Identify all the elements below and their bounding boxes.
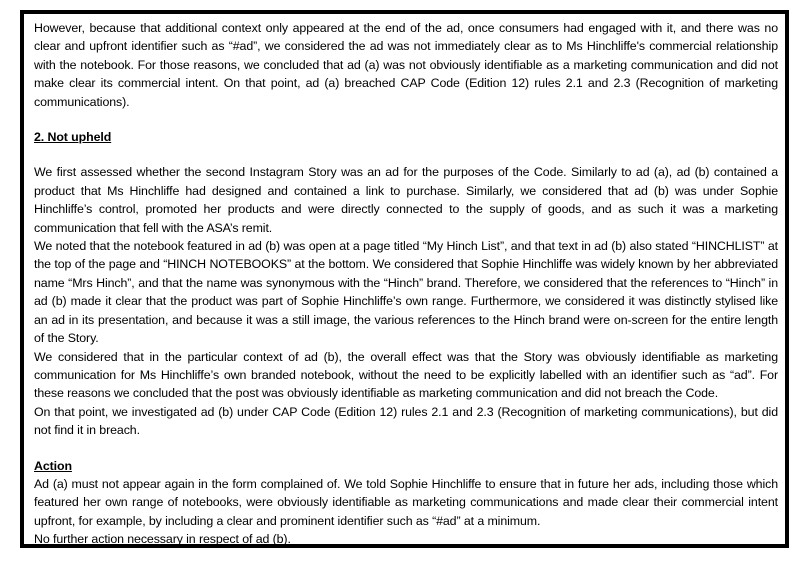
section-heading-not-upheld: 2. Not upheld	[34, 130, 112, 145]
action-paragraph: No further action necessary in respect of ad (b).	[34, 532, 291, 547]
intro-paragraph: However, because that additional context only appeared at the end of the ad, once consumers had engaged with it, and there was no clear and upfront identifier such as “#ad”, we considered the ad was not immediately clear as to Ms Hinchliffe's commercial relationship with the notebook. For those reasons, we concluded that ad (a) was not obviously identifiable as a marketing communication and did not make clear its commercial intent. On that point, ad (a) breached CAP Code (Edition 12) rules 2.1 and 2.3 (Recognition of marketing communications).	[34, 21, 778, 109]
spacer	[34, 440, 778, 457]
document-frame	[20, 10, 789, 548]
document-body	[34, 19, 778, 549]
section2-paragraph: We considered that in the particular context of ad (b), the overall effect was that the Story was obviously identifiable as marketing communication for Ms Hinchliffe’s own branded notebook, without the need to be explicitly labelled with an identifier such as “ad”. For these reasons we concluded that the post was obviously identifiable as marketing communication and did not breach the Code.	[34, 349, 778, 401]
action-paragraph: Ad (a) must not appear again in the form complained of. We told Sophie Hinchliffe to ensure that in future her ads, including those which featured her own range of notebooks, were obviously identifiable as marketing communications and made clear their commercial intent upfront, for example, by including a clear and prominent identifier such as “#ad” at a minimum.	[34, 476, 778, 528]
spacer	[34, 111, 778, 128]
spacer	[34, 146, 778, 163]
section2-paragraph: We noted that the notebook featured in ad (b) was open at a page titled “My Hinch List”, and that text in ad (b) also stated “HINCHLIST” at the top of the page and “HINCH NOTEBOOKS” at the bottom. We considered that Sophie Hinchliffe was widely known by her abbreviated name “Mrs Hinch”, and that the name was synonymous with the “Hinch” brand. Therefore, we considered that the references to “Hinch” in ad (b) made it clear that the product was part of Sophie Hinchliffe’s own range. Furthermore, we considered it was distinctly stylised like an ad in its presentation, and because it was a still image, the various references to the Hinch brand were on-screen for the entire length of the Story.	[34, 239, 778, 346]
section-heading-action: Action	[34, 458, 72, 473]
section2-paragraph: We first assessed whether the second Instagram Story was an ad for the purposes of the Code. Similarly to ad (a), ad (b) contained a product that Ms Hinchliffe had designed and contained a link to purchase. Similarly, we considered that ad (b) was under Sophie Hinchliffe’s control, promoted her products and were directly connected to the supply of goods, and as such it was a marketing communication that fell with the ASA’s remit.	[34, 165, 778, 235]
section2-paragraph: On that point, we investigated ad (b) under CAP Code (Edition 12) rules 2.1 and 2.3 (Recognition of marketing communications), but did not find it in breach.	[34, 404, 778, 438]
